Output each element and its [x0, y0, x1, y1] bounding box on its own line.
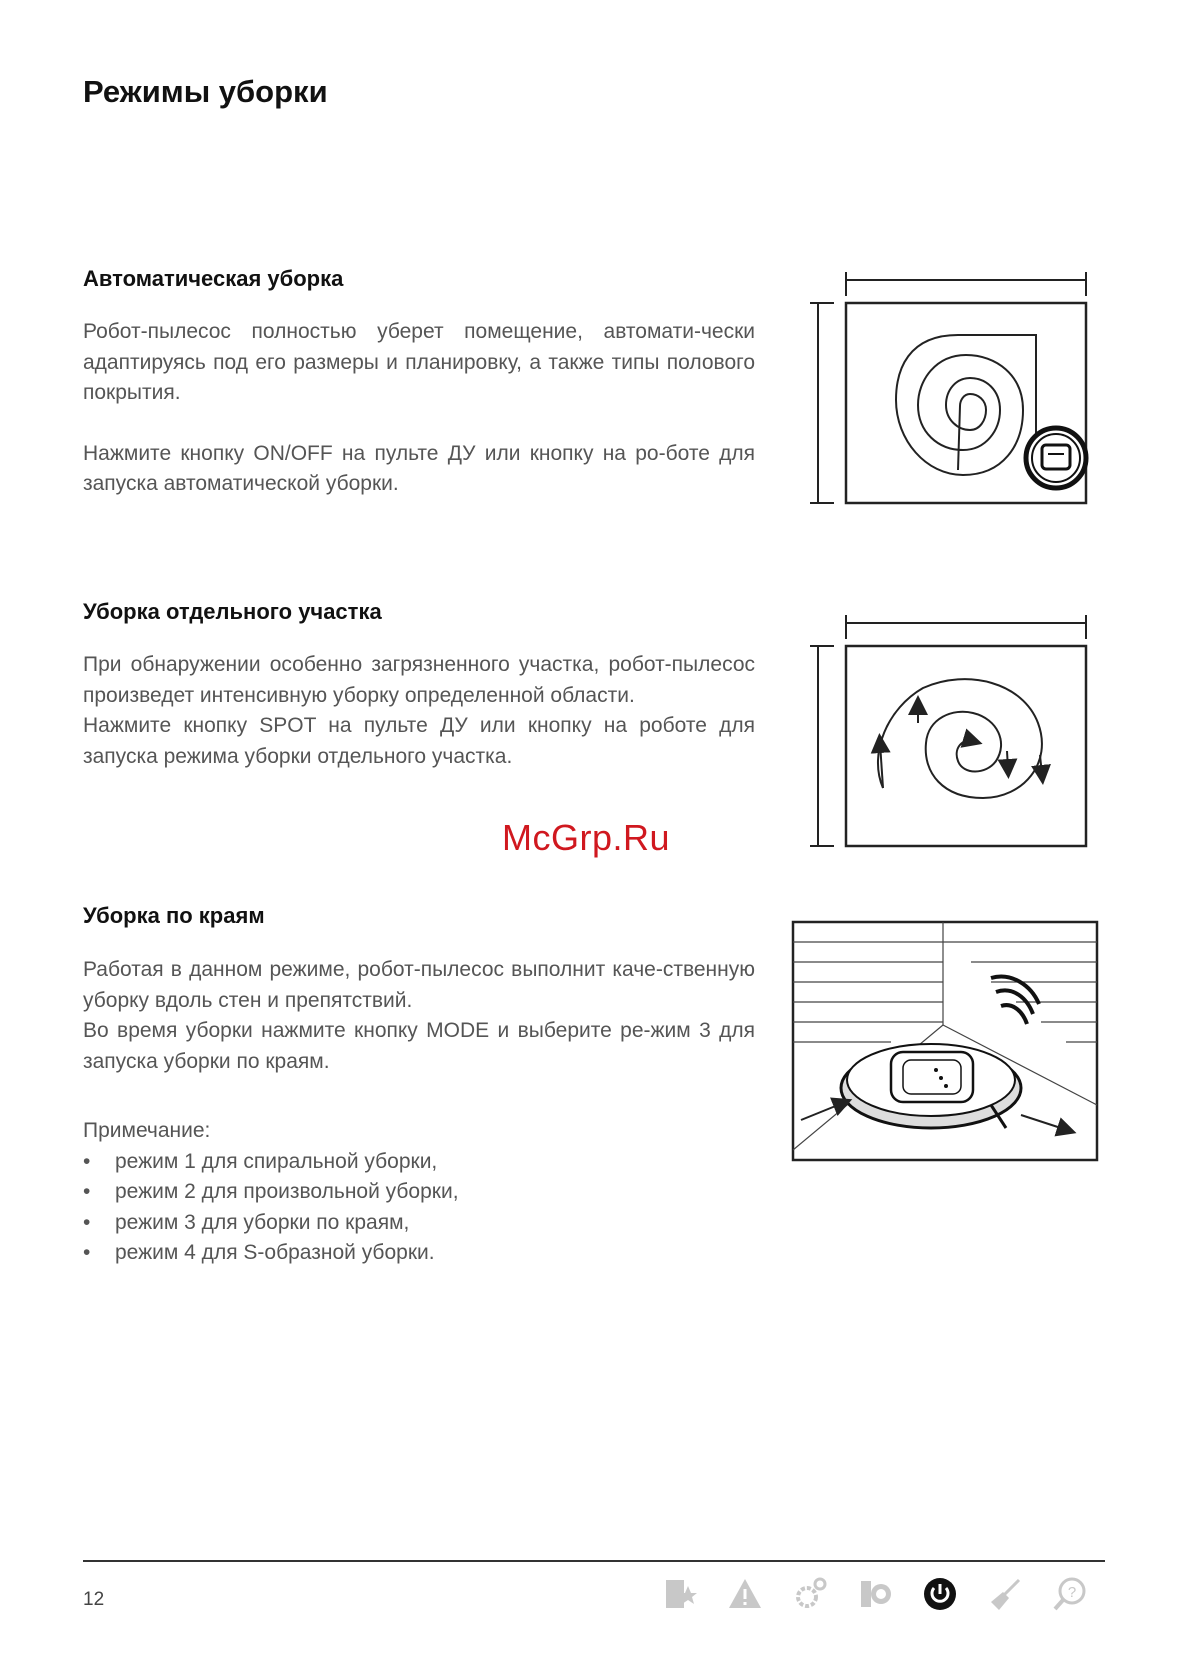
paragraph: Нажмите кнопку ON/OFF на пульте ДУ или кнопку на ро-боте для запуска автоматической уборки.: [83, 441, 755, 495]
svg-text:?: ?: [1067, 1584, 1077, 1601]
section-heading-spot: Уборка отдельного участка: [83, 599, 382, 624]
gears-icon[interactable]: [790, 1574, 830, 1614]
list-item: • режим 4 для S-образной уборки.: [83, 1238, 459, 1269]
watermark: McGrp.Ru: [502, 817, 671, 858]
list-item: • режим 1 для спиральной уборки,: [83, 1147, 459, 1178]
book-star-icon[interactable]: [660, 1574, 700, 1614]
broom-icon[interactable]: [985, 1574, 1025, 1614]
robot-parts-icon[interactable]: [855, 1574, 895, 1614]
list-item: • режим 2 для произвольной уборки,: [83, 1177, 459, 1208]
footer-divider: [83, 1560, 1105, 1562]
power-icon[interactable]: [920, 1574, 960, 1614]
paragraph: Работая в данном режиме, робот-пылесос выполнит каче-ственную уборку вдоль стен и препятствий.: [83, 958, 755, 1012]
notes-list: [83, 1147, 459, 1269]
section-text-spot: [83, 650, 755, 772]
robot-vacuum-icon: [841, 1044, 1021, 1128]
auto-cleaning-diagram: [808, 270, 1098, 515]
notes-block: [83, 1116, 459, 1269]
page-title: Режимы уборки: [83, 74, 328, 109]
section-heading-auto: Автоматическая уборка: [83, 266, 344, 291]
paragraph: Робот-пылесос полностью уберет помещение, автомати-чески адаптируясь под его размеры и планировку, а также типы полового покрытия.: [83, 320, 755, 404]
spot-cleaning-diagram: [808, 613, 1098, 858]
section-nav: [660, 1574, 1090, 1614]
section-heading-edge: Уборка по краям: [83, 903, 265, 928]
question-icon[interactable]: [1050, 1574, 1090, 1614]
paragraph: Нажмите кнопку SPOT на пульте ДУ или кнопку на роботе для запуска режима уборки отдельного участка.: [83, 714, 755, 768]
page-number: 12: [83, 1589, 105, 1610]
warning-icon[interactable]: [725, 1574, 765, 1614]
section-text-edge: [83, 955, 755, 1077]
edge-cleaning-diagram: [791, 920, 1101, 1165]
paragraph: Во время уборки нажмите кнопку MODE и выберите ре-жим 3 для запуска уборки по краям.: [83, 1019, 755, 1073]
list-item: • режим 3 для уборки по краям,: [83, 1208, 459, 1239]
robot-icon: [1026, 428, 1086, 488]
section-text-auto: [83, 317, 755, 500]
notes-label: Примечание:: [83, 1119, 211, 1142]
paragraph: При обнаружении особенно загрязненного участка, робот-пылесос произведет интенсивную уборку определенной области.: [83, 653, 755, 707]
